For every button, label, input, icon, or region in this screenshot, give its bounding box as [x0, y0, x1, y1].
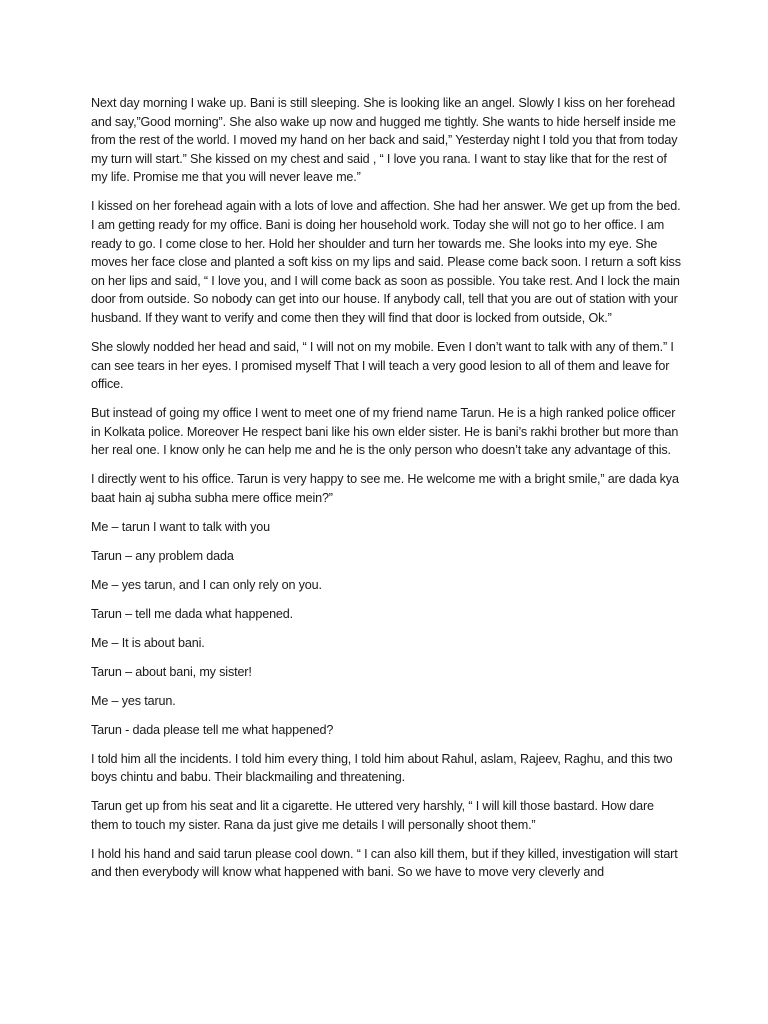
document-page [91, 94, 681, 892]
dialogue-line: Tarun – about bani, my sister! [91, 664, 252, 679]
dialogue-line: Me – It is about bani. [91, 635, 205, 650]
paragraph: I kissed on her forehead again with a lots of love and affection. She had her answer. We get up from the bed. I am getting ready for my office. Bani is doing her household work. Today she will not go to her office. I am ready to go. I come close to her. Hold her shoulder and turn her towards me. She looks into my eye. She moves her face close and planted a soft kiss on my lips and said. Please come back soon. I return a soft kiss on her lips and said, “ I love you, and I will come back as soon as possible. You take rest. And I lock the main door from outside. So nobody can get into our house. If anybody call, tell that you are out of station with your husband. If they want to verify and come then they will find that door is locked from outside, Ok.” [91, 199, 681, 325]
dialogue-line: Tarun – any problem dada [91, 548, 234, 563]
paragraph: Tarun get up from his seat and lit a cigarette. He uttered very harshly, “ I will kill those bastard. How dare them to touch my sister. Rana da just give me details I will personally shoot them.” [91, 799, 654, 832]
paragraph: I directly went to his office. Tarun is very happy to see me. He welcome me with a bright smile,” are dada kya baat hain aj subha subha mere office mein?” [91, 472, 679, 505]
dialogue-line: Me – yes tarun. [91, 693, 176, 708]
paragraph: She slowly nodded her head and said, “ I will not on my mobile. Even I don’t want to talk with any of them.” I can see tears in her eyes. I promised myself That I will teach a very good lesion to all of them and leave for office. [91, 339, 674, 392]
dialogue-line: Me – yes tarun, and I can only rely on you. [91, 577, 322, 592]
paragraph: But instead of going my office I went to meet one of my friend name Tarun. He is a high ranked police officer in Kolkata police. Moreover He respect bani like his own elder sister. He is bani’s rakhi brother but more than her real one. I know only he can help me and he is the only person who doesn’t take any advantage of this. [91, 406, 679, 458]
paragraph: Next day morning I wake up. Bani is still sleeping. She is looking like an angel. Slowly I kiss on her forehead and say,”Good morning”. She also wake up now and hugged me tightly. She wants to hide herself inside me from the rest of the world. I moved my hand on her back and said,” Yesterday night I told you that from today my turn will start.” She kissed on my chest and said , “ I love you rana. I want to stay like that for the rest of my life. Promise me that you will never leave me.” [91, 96, 678, 185]
paragraph: I told him all the incidents. I told him every thing, I told him about Rahul, aslam, Rajeev, Raghu, and this two boys chintu and babu. Their blackmailing and threatening. [91, 751, 673, 785]
dialogue-line: Tarun – tell me dada what happened. [91, 606, 293, 621]
dialogue-line: Me – tarun I want to talk with you [91, 519, 270, 534]
paragraph: I hold his hand and said tarun please cool down. “ I can also kill them, but if they killed, investigation will start and then everybody will know what happened with bani. So we have to move very cleverly and [91, 846, 678, 880]
dialogue-line: Tarun - dada please tell me what happened? [91, 722, 334, 737]
